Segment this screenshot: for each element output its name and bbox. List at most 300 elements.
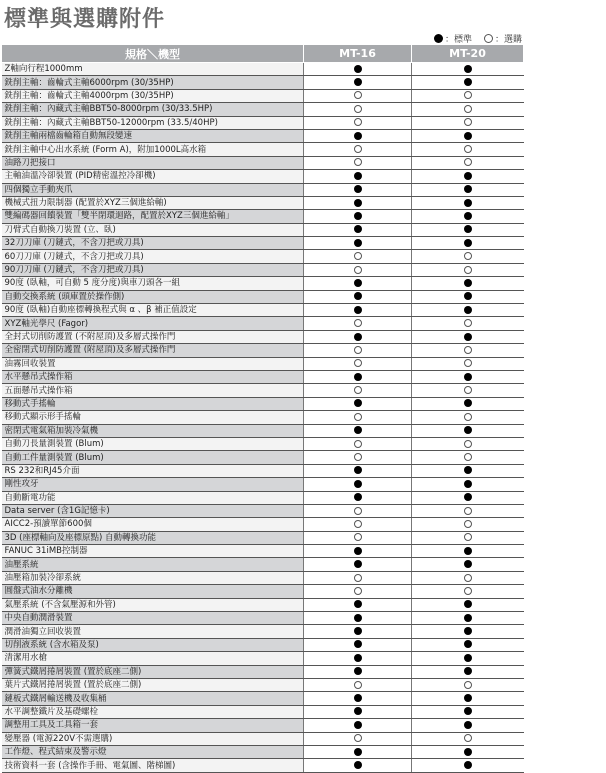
optional-hollow-circle-icon xyxy=(354,118,362,126)
mt16-cell xyxy=(304,745,412,758)
mt20-cell xyxy=(412,504,524,517)
table-row xyxy=(2,545,524,558)
standard-filled-circle-icon xyxy=(354,199,362,207)
spec-name-cell: 主軸油溫冷卻裝置 (PID精密溫控冷卻機) xyxy=(2,170,304,183)
optional-hollow-circle-icon xyxy=(464,158,472,166)
spec-name-cell: 工作燈、程式結束及警示燈 xyxy=(2,745,304,758)
spec-name-cell: 刀臂式自動換刀裝置 (立、臥) xyxy=(2,223,304,236)
table-row xyxy=(2,451,524,464)
standard-filled-circle-icon xyxy=(354,721,362,729)
table-row xyxy=(2,317,524,330)
mt20-cell xyxy=(412,263,524,276)
mt20-cell xyxy=(412,692,524,705)
mt16-cell xyxy=(304,478,412,491)
spec-name-cell: Z軸向行程1000mm xyxy=(2,63,304,76)
mt16-cell xyxy=(304,277,412,290)
spec-name-cell: 調整用工具及工具箱一套 xyxy=(2,719,304,732)
optional-hollow-circle-icon xyxy=(354,440,362,448)
table-row xyxy=(2,638,524,651)
table-row xyxy=(2,665,524,678)
table-row xyxy=(2,598,524,611)
optional-hollow-circle-icon xyxy=(464,252,472,260)
optional-hollow-circle-icon xyxy=(354,574,362,582)
standard-filled-circle-icon xyxy=(354,132,362,140)
mt16-cell xyxy=(304,344,412,357)
mt20-cell xyxy=(412,518,524,531)
spec-name-cell: RS 232和RJ45介面 xyxy=(2,464,304,477)
standard-filled-circle-icon xyxy=(464,480,472,488)
mt20-cell xyxy=(412,638,524,651)
mt16-cell xyxy=(304,424,412,437)
optional-hollow-circle-icon xyxy=(354,507,362,515)
standard-filled-circle-icon xyxy=(354,547,362,555)
mt20-cell xyxy=(412,250,524,263)
filled-circle-icon xyxy=(434,34,443,43)
standard-filled-circle-icon xyxy=(464,306,472,314)
mt16-cell xyxy=(304,732,412,745)
mt20-cell xyxy=(412,732,524,745)
spec-name-cell: 剛性攻牙 xyxy=(2,478,304,491)
mt20-cell xyxy=(412,196,524,209)
standard-filled-circle-icon xyxy=(464,65,472,73)
mt20-cell xyxy=(412,411,524,424)
spec-name-cell: 32刀刀庫 (刀鏈式，不含刀把或刀具) xyxy=(2,237,304,250)
standard-filled-circle-icon xyxy=(354,239,362,247)
spec-name-cell: 銑削主軸中心出水系統 (Form A)，附加1000L高水箱 xyxy=(2,143,304,156)
spec-name-cell: 葉片式鐵屑捲屑裝置 (置於底座二側) xyxy=(2,678,304,691)
mt20-cell xyxy=(412,491,524,504)
standard-filled-circle-icon xyxy=(354,65,362,73)
mt20-cell xyxy=(412,370,524,383)
spec-name-cell: 自動工件量測裝置 (Blum) xyxy=(2,451,304,464)
standard-filled-circle-icon xyxy=(354,306,362,314)
spec-name-cell: 移動式顯示形手搖輪 xyxy=(2,411,304,424)
mt20-cell xyxy=(412,612,524,625)
optional-hollow-circle-icon xyxy=(464,413,472,421)
spec-name-cell: 90刀刀庫 (刀鏈式，不含刀把或刀具) xyxy=(2,263,304,276)
spec-name-cell: 銑削主軸：內藏式主軸BBT50-12000rpm (33.5/40HP) xyxy=(2,116,304,129)
standard-filled-circle-icon xyxy=(354,560,362,568)
table-row xyxy=(2,170,524,183)
spec-name-cell: 油壓箱加裝冷卻系統 xyxy=(2,571,304,584)
standard-filled-circle-icon xyxy=(354,761,362,769)
mt20-cell xyxy=(412,424,524,437)
mt20-cell xyxy=(412,237,524,250)
table-row xyxy=(2,397,524,410)
mt20-cell xyxy=(412,585,524,598)
mt16-cell xyxy=(304,357,412,370)
standard-filled-circle-icon xyxy=(464,132,472,140)
spec-name-cell: 油路刀把接口 xyxy=(2,156,304,169)
mt20-cell xyxy=(412,464,524,477)
optional-hollow-circle-icon xyxy=(464,453,472,461)
spec-name-cell: 自動斷電功能 xyxy=(2,491,304,504)
mt16-cell xyxy=(304,705,412,718)
optional-hollow-circle-icon xyxy=(464,587,472,595)
spec-name-cell: 銑削主軸兩檔齒輪箱自動無段變速 xyxy=(2,129,304,142)
standard-filled-circle-icon xyxy=(464,707,472,715)
optional-hollow-circle-icon xyxy=(354,158,362,166)
spec-name-cell: 雙編碼器回饋裝置「雙半閉環迴路，配置於XYZ三個進給軸」 xyxy=(2,210,304,223)
standard-filled-circle-icon xyxy=(464,667,472,675)
spec-name-cell: 圓盤式油水分離機 xyxy=(2,585,304,598)
mt20-cell xyxy=(412,451,524,464)
standard-filled-circle-icon xyxy=(354,600,362,608)
optional-hollow-circle-icon xyxy=(354,587,362,595)
table-row xyxy=(2,384,524,397)
table-header-row xyxy=(2,45,524,63)
optional-hollow-circle-icon xyxy=(464,520,472,528)
mt20-cell xyxy=(412,571,524,584)
mt16-cell xyxy=(304,290,412,303)
spec-name-cell: 90度 (臥軸)自動座標轉換程式與 α 、β 補正值設定 xyxy=(2,304,304,317)
standard-filled-circle-icon xyxy=(354,279,362,287)
standard-filled-circle-icon xyxy=(464,185,472,193)
table-row xyxy=(2,504,524,517)
mt20-cell xyxy=(412,156,524,169)
table-row xyxy=(2,424,524,437)
mt16-cell xyxy=(304,143,412,156)
mt20-cell xyxy=(412,183,524,196)
table-row xyxy=(2,625,524,638)
mt16-cell xyxy=(304,63,412,76)
mt16-cell xyxy=(304,759,412,772)
spec-name-cell: 水平懸吊式操作箱 xyxy=(2,370,304,383)
mt16-cell xyxy=(304,317,412,330)
optional-hollow-circle-icon xyxy=(354,145,362,153)
optional-hollow-circle-icon xyxy=(464,145,472,153)
standard-filled-circle-icon xyxy=(464,239,472,247)
mt16-cell xyxy=(304,223,412,236)
standard-filled-circle-icon xyxy=(464,694,472,702)
mt20-cell xyxy=(412,397,524,410)
mt20-cell xyxy=(412,290,524,303)
table-row xyxy=(2,116,524,129)
standard-filled-circle-icon xyxy=(464,292,472,300)
mt20-cell xyxy=(412,625,524,638)
spec-name-cell: 技術資料一套 (含操作手冊、電氣圖、階梯圖) xyxy=(2,759,304,772)
table-row xyxy=(2,196,524,209)
table-row xyxy=(2,63,524,76)
mt16-cell xyxy=(304,437,412,450)
optional-hollow-circle-icon xyxy=(464,574,472,582)
mt20-cell xyxy=(412,210,524,223)
standard-filled-circle-icon xyxy=(464,172,472,180)
optional-hollow-circle-icon xyxy=(354,734,362,742)
standard-filled-circle-icon xyxy=(464,279,472,287)
mt20-cell xyxy=(412,330,524,343)
spec-name-cell: 銑削主軸：齒輪式主軸4000rpm (30/35HP) xyxy=(2,89,304,102)
standard-filled-circle-icon xyxy=(464,333,472,341)
table-row xyxy=(2,76,524,89)
standard-filled-circle-icon xyxy=(354,480,362,488)
mt16-cell xyxy=(304,263,412,276)
mt20-cell xyxy=(412,317,524,330)
mt20-cell xyxy=(412,76,524,89)
mt16-cell xyxy=(304,129,412,142)
spec-name-cell: 自動交換系統 (頭庫置於操作側) xyxy=(2,290,304,303)
mt16-cell xyxy=(304,678,412,691)
standard-filled-circle-icon xyxy=(354,493,362,501)
mt16-cell xyxy=(304,89,412,102)
optional-hollow-circle-icon xyxy=(464,266,472,274)
header-spec: 規格＼機型 xyxy=(2,45,304,63)
spec-name-cell: 全密閉式切削防護置 (附屋頂)及多層式操作門 xyxy=(2,344,304,357)
mt16-cell xyxy=(304,518,412,531)
standard-filled-circle-icon xyxy=(354,627,362,635)
standard-filled-circle-icon xyxy=(464,547,472,555)
mt20-cell xyxy=(412,652,524,665)
mt20-cell xyxy=(412,545,524,558)
table-row xyxy=(2,411,524,424)
optional-hollow-circle-icon xyxy=(354,533,362,541)
standard-filled-circle-icon xyxy=(354,707,362,715)
table-row xyxy=(2,531,524,544)
standard-filled-circle-icon xyxy=(354,694,362,702)
mt16-cell xyxy=(304,250,412,263)
standard-filled-circle-icon xyxy=(354,292,362,300)
standard-filled-circle-icon xyxy=(354,373,362,381)
standard-filled-circle-icon xyxy=(464,225,472,233)
spec-name-cell: 機械式扭力限制器 (配置於XYZ三個進給軸) xyxy=(2,196,304,209)
table-row xyxy=(2,464,524,477)
standard-filled-circle-icon xyxy=(354,640,362,648)
mt20-cell xyxy=(412,531,524,544)
spec-name-cell: 五面懸吊式操作箱 xyxy=(2,384,304,397)
mt20-cell xyxy=(412,357,524,370)
table-row xyxy=(2,263,524,276)
mt16-cell xyxy=(304,491,412,504)
optional-hollow-circle-icon xyxy=(354,105,362,113)
mt16-cell xyxy=(304,384,412,397)
table-row xyxy=(2,277,524,290)
optional-hollow-circle-icon xyxy=(464,118,472,126)
mt16-cell xyxy=(304,451,412,464)
table-row xyxy=(2,357,524,370)
standard-filled-circle-icon xyxy=(464,640,472,648)
mt16-cell xyxy=(304,531,412,544)
mt20-cell xyxy=(412,344,524,357)
mt20-cell xyxy=(412,558,524,571)
standard-filled-circle-icon xyxy=(464,399,472,407)
mt16-cell xyxy=(304,612,412,625)
standard-filled-circle-icon xyxy=(354,654,362,662)
mt20-cell xyxy=(412,437,524,450)
standard-filled-circle-icon xyxy=(464,426,472,434)
table-row xyxy=(2,437,524,450)
spec-name-cell: 60刀刀庫 (刀鏈式，不含刀把或刀具) xyxy=(2,250,304,263)
table-row xyxy=(2,585,524,598)
spec-name-cell: 四個獨立手動夾爪 xyxy=(2,183,304,196)
optional-hollow-circle-icon xyxy=(464,105,472,113)
standard-filled-circle-icon xyxy=(354,212,362,220)
standard-filled-circle-icon xyxy=(464,560,472,568)
optional-hollow-circle-icon xyxy=(464,346,472,354)
standard-filled-circle-icon xyxy=(354,172,362,180)
table-row xyxy=(2,183,524,196)
mt16-cell xyxy=(304,585,412,598)
table-row xyxy=(2,89,524,102)
mt16-cell xyxy=(304,170,412,183)
mt16-cell xyxy=(304,411,412,424)
optional-hollow-circle-icon xyxy=(464,533,472,541)
mt16-cell xyxy=(304,665,412,678)
standard-filled-circle-icon xyxy=(354,399,362,407)
table-row xyxy=(2,692,524,705)
standard-filled-circle-icon xyxy=(354,78,362,86)
standard-filled-circle-icon xyxy=(464,373,472,381)
table-row xyxy=(2,652,524,665)
standard-filled-circle-icon xyxy=(464,748,472,756)
mt16-cell xyxy=(304,76,412,89)
mt16-cell xyxy=(304,545,412,558)
mt20-cell xyxy=(412,116,524,129)
spec-name-cell: 全封式切削防護置 (不附屋頂)及多層式操作門 xyxy=(2,330,304,343)
table-row xyxy=(2,223,524,236)
optional-hollow-circle-icon xyxy=(464,681,472,689)
standard-filled-circle-icon xyxy=(464,721,472,729)
standard-filled-circle-icon xyxy=(354,748,362,756)
table-row xyxy=(2,129,524,142)
standard-filled-circle-icon xyxy=(464,627,472,635)
spec-name-cell: FANUC 31iMB控制器 xyxy=(2,545,304,558)
mt20-cell xyxy=(412,719,524,732)
standard-filled-circle-icon xyxy=(354,426,362,434)
optional-hollow-circle-icon xyxy=(464,734,472,742)
optional-hollow-circle-icon xyxy=(354,413,362,421)
mt16-cell xyxy=(304,598,412,611)
standard-filled-circle-icon xyxy=(464,493,472,501)
optional-hollow-circle-icon xyxy=(354,266,362,274)
mt16-cell xyxy=(304,638,412,651)
mt20-cell xyxy=(412,143,524,156)
mt20-cell xyxy=(412,89,524,102)
standard-filled-circle-icon xyxy=(464,614,472,622)
table-row xyxy=(2,705,524,718)
optional-hollow-circle-icon xyxy=(354,91,362,99)
spec-name-cell: 清潔用水槍 xyxy=(2,652,304,665)
table-row xyxy=(2,330,524,343)
spec-name-cell: 潤滑油獨立回收裝置 xyxy=(2,625,304,638)
mt16-cell xyxy=(304,625,412,638)
standard-filled-circle-icon xyxy=(464,600,472,608)
table-row xyxy=(2,103,524,116)
standard-filled-circle-icon xyxy=(464,654,472,662)
table-row xyxy=(2,759,524,772)
spec-name-cell: 鏈板式鐵屑輸送機及收集桶 xyxy=(2,692,304,705)
mt16-cell xyxy=(304,504,412,517)
optional-hollow-circle-icon xyxy=(354,359,362,367)
page-title: 標準與選購附件 xyxy=(4,7,166,32)
mt20-cell xyxy=(412,103,524,116)
table-row xyxy=(2,370,524,383)
mt20-cell xyxy=(412,223,524,236)
spec-name-cell: 自動刀長量測裝置 (Blum) xyxy=(2,437,304,450)
standard-filled-circle-icon xyxy=(354,185,362,193)
spec-name-cell: 銑削主軸：齒輪式主軸6000rpm (30/35HP) xyxy=(2,76,304,89)
table-row xyxy=(2,156,524,169)
spec-name-cell: 中央自動潤滑裝置 xyxy=(2,612,304,625)
optional-hollow-circle-icon xyxy=(464,91,472,99)
table-row xyxy=(2,210,524,223)
optional-hollow-circle-icon xyxy=(464,386,472,394)
mt20-cell xyxy=(412,277,524,290)
spec-name-cell: 銑削主軸：內藏式主軸BBT50-8000rpm (30/33.5HP) xyxy=(2,103,304,116)
mt16-cell xyxy=(304,370,412,383)
mt20-cell xyxy=(412,745,524,758)
spec-name-cell: 油壓系統 xyxy=(2,558,304,571)
spec-table xyxy=(1,44,524,773)
spec-name-cell: 90度 (臥軸，可自動 5 度分度)與車刀頭各一組 xyxy=(2,277,304,290)
standard-filled-circle-icon xyxy=(354,225,362,233)
spec-name-cell: 切削液系統 (含水箱及泵) xyxy=(2,638,304,651)
spec-name-cell: 移動式手搖輪 xyxy=(2,397,304,410)
table-row xyxy=(2,344,524,357)
mt16-cell xyxy=(304,196,412,209)
table-row xyxy=(2,745,524,758)
table-row xyxy=(2,558,524,571)
hollow-circle-icon xyxy=(484,34,493,43)
table-row xyxy=(2,478,524,491)
table-row xyxy=(2,732,524,745)
optional-hollow-circle-icon xyxy=(354,252,362,260)
spec-name-cell: 氣壓系統 (不含氣壓源和外管) xyxy=(2,598,304,611)
standard-filled-circle-icon xyxy=(464,761,472,769)
mt16-cell xyxy=(304,210,412,223)
optional-hollow-circle-icon xyxy=(464,319,472,327)
mt16-cell xyxy=(304,652,412,665)
mt16-cell xyxy=(304,304,412,317)
mt20-cell xyxy=(412,598,524,611)
table-row xyxy=(2,250,524,263)
spec-name-cell: XYZ軸光學尺 (Fagor) xyxy=(2,317,304,330)
mt20-cell xyxy=(412,170,524,183)
optional-hollow-circle-icon xyxy=(354,346,362,354)
table-row xyxy=(2,571,524,584)
mt16-cell xyxy=(304,183,412,196)
spec-name-cell: AICC2-預讀單節600個 xyxy=(2,518,304,531)
mt20-cell xyxy=(412,759,524,772)
mt16-cell xyxy=(304,571,412,584)
legend-standard-label: ：標準 xyxy=(444,35,472,45)
mt20-cell xyxy=(412,478,524,491)
mt16-cell xyxy=(304,330,412,343)
spec-name-cell: 油霧回收裝置 xyxy=(2,357,304,370)
spec-table-body xyxy=(2,63,524,773)
optional-hollow-circle-icon xyxy=(464,507,472,515)
mt16-cell xyxy=(304,719,412,732)
mt20-cell xyxy=(412,705,524,718)
spec-name-cell: Data server (含1G記憶卡) xyxy=(2,504,304,517)
standard-filled-circle-icon xyxy=(464,466,472,474)
mt16-cell xyxy=(304,156,412,169)
header-mt20: MT-20 xyxy=(412,45,524,63)
optional-hollow-circle-icon xyxy=(464,440,472,448)
mt16-cell xyxy=(304,692,412,705)
standard-filled-circle-icon xyxy=(464,212,472,220)
table-row xyxy=(2,678,524,691)
mt16-cell xyxy=(304,116,412,129)
mt20-cell xyxy=(412,665,524,678)
optional-hollow-circle-icon xyxy=(354,453,362,461)
mt20-cell xyxy=(412,304,524,317)
optional-hollow-circle-icon xyxy=(354,386,362,394)
table-row xyxy=(2,612,524,625)
table-row xyxy=(2,143,524,156)
standard-filled-circle-icon xyxy=(354,466,362,474)
standard-filled-circle-icon xyxy=(464,78,472,86)
mt20-cell xyxy=(412,63,524,76)
